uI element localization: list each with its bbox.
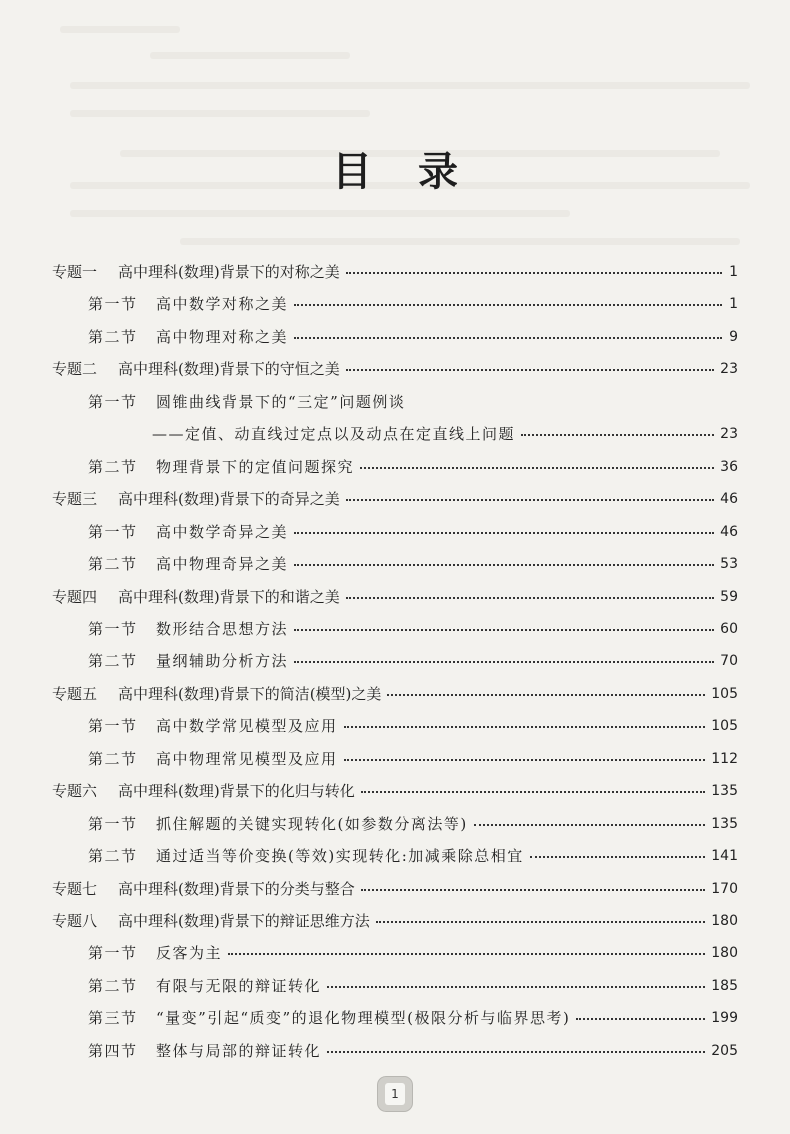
toc-section-entry[interactable] — [0, 320, 790, 354]
toc-number: 第二节 — [88, 555, 138, 574]
toc-page-number: 59 — [720, 588, 738, 605]
toc-chapter-entry[interactable] — [0, 482, 790, 516]
toc-title: 高中理科(数理)背景下的和谐之美 — [118, 587, 340, 606]
toc-title: 高中理科(数理)背景下的简洁(模型)之美 — [118, 684, 382, 703]
toc-entry-line — [52, 677, 738, 711]
toc-entry-line — [88, 450, 738, 484]
dot-leader — [346, 595, 714, 599]
toc-title: 高中理科(数理)背景下的辩证思维方法 — [118, 912, 370, 930]
toc-number: 专题一 — [52, 263, 98, 281]
toc-number: 第二节 — [88, 457, 138, 476]
toc-entry-line — [152, 417, 738, 451]
toc-section-entry[interactable] — [0, 1034, 790, 1068]
toc-number: 第三节 — [88, 1009, 138, 1028]
toc-section-entry[interactable] — [0, 839, 790, 873]
toc-section-entry[interactable] — [0, 385, 790, 419]
toc-number: 专题八 — [52, 912, 98, 930]
toc-section-entry[interactable] — [0, 612, 790, 646]
toc-section-entry[interactable] — [0, 807, 790, 841]
toc-entry-line — [88, 547, 738, 581]
toc-title: 数形结合思想方法 — [156, 619, 289, 638]
toc-section-entry[interactable] — [0, 742, 790, 776]
dot-leader — [474, 822, 706, 826]
dot-leader — [361, 789, 706, 793]
page-number: 1 — [385, 1083, 405, 1105]
toc-number: 第一节 — [88, 717, 138, 736]
toc-title: ——定值、动直线过定点以及动点在定直线上问题 — [152, 425, 516, 444]
toc-chapter-entry[interactable] — [0, 872, 790, 906]
toc-number: 专题七 — [52, 879, 98, 898]
toc-number: 第一节 — [88, 619, 138, 638]
toc-number: 第一节 — [88, 392, 138, 411]
toc-chapter-entry[interactable] — [0, 904, 790, 938]
toc-number: 第二节 — [88, 976, 138, 995]
toc-title: 高中理科(数理)背景下的分类与整合 — [118, 879, 355, 898]
dot-leader — [344, 757, 706, 761]
toc-entry-line — [88, 515, 738, 549]
toc-page-number: 135 — [711, 815, 738, 832]
toc-section-entry[interactable] — [0, 515, 790, 549]
toc-page-number: 185 — [711, 977, 738, 994]
toc-title: 高中理科(数理)背景下的对称之美 — [118, 263, 340, 281]
toc-title: 高中数学奇异之美 — [156, 522, 289, 541]
toc-entry-line — [88, 807, 738, 841]
toc-number: 专题三 — [52, 490, 98, 509]
toc-page-number: 46 — [720, 523, 738, 540]
dot-leader — [376, 919, 706, 923]
toc-title: 物理背景下的定值问题探究 — [156, 457, 355, 476]
toc-page-number: 53 — [720, 556, 738, 573]
dot-leader — [327, 1049, 705, 1053]
toc-section-entry[interactable] — [0, 969, 790, 1003]
dot-leader — [294, 335, 722, 339]
page-title: 目录 — [332, 148, 504, 195]
toc-number: 第二节 — [88, 652, 138, 671]
toc-number: 专题五 — [52, 684, 98, 703]
toc-number: 第二节 — [88, 327, 138, 346]
toc-subtitle-entry[interactable] — [0, 417, 790, 451]
toc-entry-line — [88, 385, 738, 419]
dot-leader — [346, 270, 722, 274]
show-through-line — [70, 210, 570, 217]
dot-leader — [530, 854, 706, 858]
toc-chapter-entry[interactable] — [0, 580, 790, 614]
toc-title: 高中理科(数理)背景下的守恒之美 — [118, 360, 340, 379]
toc-chapter-entry[interactable] — [0, 255, 790, 289]
toc-entry-line — [88, 936, 738, 970]
dot-leader — [228, 951, 705, 955]
toc-number: 第二节 — [88, 847, 138, 866]
toc-chapter-entry[interactable] — [0, 352, 790, 386]
toc-page-number: 105 — [711, 718, 738, 735]
toc-section-entry[interactable] — [0, 644, 790, 678]
toc-entry-line — [52, 904, 738, 938]
toc-entry-line — [88, 709, 738, 743]
toc-title: 量纲辅助分析方法 — [156, 652, 289, 671]
dot-leader — [294, 302, 722, 306]
toc-page-number: 9 — [729, 328, 738, 345]
toc-page-number: 170 — [711, 880, 738, 897]
toc-number: 第四节 — [88, 1041, 138, 1060]
toc-title: 高中物理奇异之美 — [156, 555, 289, 574]
toc-page-number: 36 — [720, 458, 738, 475]
dot-leader — [344, 724, 706, 728]
dot-leader — [346, 497, 714, 501]
toc-entry-line — [52, 352, 738, 386]
toc-entry-line — [88, 612, 738, 646]
dot-leader — [294, 627, 714, 631]
toc-entry-line — [52, 774, 738, 808]
toc-number: 第二节 — [88, 749, 138, 768]
toc-entry-line — [88, 287, 738, 321]
page-number-badge — [377, 1076, 413, 1112]
show-through-line — [60, 26, 180, 33]
toc-title: 高中数学对称之美 — [156, 295, 289, 314]
toc-section-entry[interactable] — [0, 936, 790, 970]
toc-title: 整体与局部的辩证转化 — [156, 1041, 322, 1060]
dot-leader — [294, 562, 714, 566]
dot-leader — [346, 367, 714, 371]
toc-page-number: 205 — [711, 1042, 738, 1059]
toc-title: 反客为主 — [156, 944, 223, 963]
toc-number: 第一节 — [88, 295, 138, 314]
toc-entry-line — [88, 1001, 738, 1035]
toc-entry-line — [88, 644, 738, 678]
toc-page-number: 1 — [729, 264, 738, 280]
dot-leader — [327, 984, 705, 988]
toc-number: 专题二 — [52, 360, 98, 379]
toc-number: 第一节 — [88, 814, 138, 833]
toc-number: 专题六 — [52, 782, 98, 801]
toc-page-number: 46 — [720, 491, 738, 508]
toc-chapter-entry[interactable] — [0, 774, 790, 808]
toc-section-entry[interactable] — [0, 1001, 790, 1035]
toc-page-number: 105 — [711, 685, 738, 702]
toc-entry-line — [88, 839, 738, 873]
toc-page-number: 199 — [711, 1010, 738, 1027]
toc-title: 圆锥曲线背景下的“三定”问题例谈 — [156, 392, 406, 411]
dot-leader — [521, 432, 714, 436]
toc-entry-line — [52, 255, 738, 289]
toc-number: 专题四 — [52, 587, 98, 606]
toc-title: 有限与无限的辩证转化 — [156, 976, 322, 995]
dot-leader — [294, 530, 714, 534]
dot-leader — [387, 692, 705, 696]
toc-section-entry[interactable] — [0, 450, 790, 484]
toc-page-number: 23 — [720, 361, 738, 378]
toc-entry-line — [88, 969, 738, 1003]
toc-entry-line — [88, 1034, 738, 1068]
toc-title: 高中物理对称之美 — [156, 327, 289, 346]
toc-page-number: 60 — [720, 620, 738, 637]
toc-entry-line — [52, 482, 738, 516]
toc-title: 高中理科(数理)背景下的化归与转化 — [118, 782, 355, 801]
toc-page-number: 180 — [711, 945, 738, 962]
toc-entry-line — [88, 742, 738, 776]
toc-page-number: 23 — [720, 426, 738, 443]
dot-leader — [360, 465, 714, 469]
toc-entry-line — [52, 580, 738, 614]
dot-leader — [294, 659, 714, 663]
toc-chapter-entry[interactable] — [0, 677, 790, 711]
toc-title: 高中数学常见模型及应用 — [156, 717, 338, 736]
toc-title: 高中物理常见模型及应用 — [156, 749, 338, 768]
show-through-line — [70, 82, 750, 89]
toc-entry-line — [52, 872, 738, 906]
toc-page-number: 70 — [720, 653, 738, 670]
toc-section-entry[interactable] — [0, 547, 790, 581]
show-through-line — [150, 52, 350, 59]
toc-title: 抓住解题的关键实现转化(如参数分离法等) — [156, 814, 468, 833]
dot-leader — [576, 1016, 705, 1020]
toc-title: 高中理科(数理)背景下的奇异之美 — [118, 490, 340, 509]
toc-number: 第一节 — [88, 522, 138, 541]
toc-section-entry[interactable] — [0, 709, 790, 743]
toc-entry-line — [88, 320, 738, 354]
toc-page-number: 180 — [711, 913, 738, 929]
show-through-line — [70, 110, 370, 117]
dot-leader — [361, 887, 706, 891]
toc-page-number: 135 — [711, 783, 738, 800]
toc-section-entry[interactable] — [0, 287, 790, 321]
toc-number: 第一节 — [88, 944, 138, 963]
toc-page-number: 1 — [729, 296, 738, 313]
toc-page-number: 141 — [711, 848, 738, 865]
toc-title: 通过适当等价变换(等效)实现转化:加减乘除总相宜 — [156, 847, 524, 866]
toc-title: “量变”引起“质变”的退化物理模型(极限分析与临界思考) — [156, 1009, 571, 1028]
show-through-line — [180, 238, 740, 245]
toc-page-number: 112 — [711, 750, 738, 767]
